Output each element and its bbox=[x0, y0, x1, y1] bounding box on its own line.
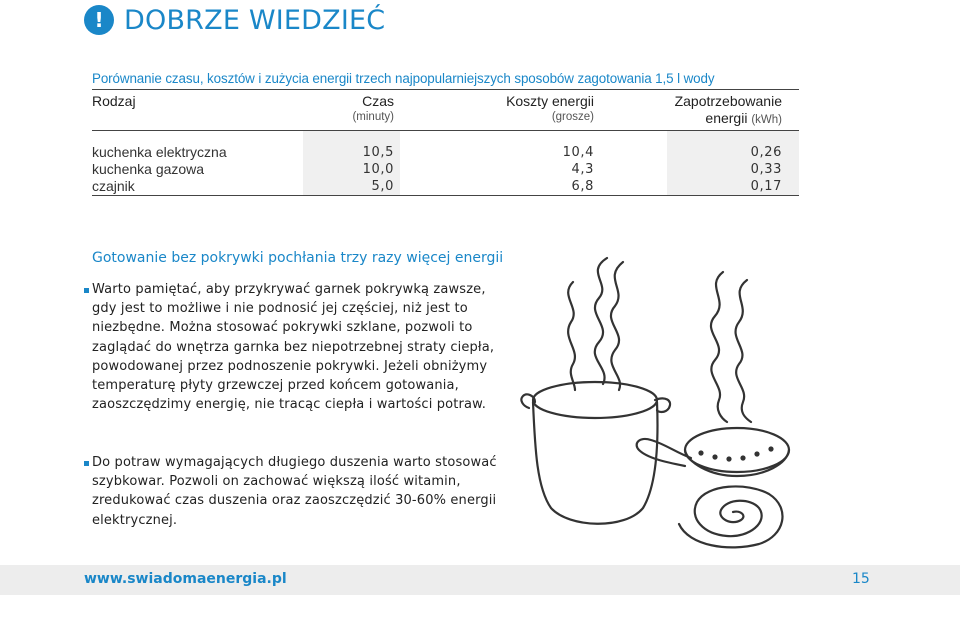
table-cell-energia: 0,26 bbox=[750, 145, 782, 160]
table-top-rule bbox=[92, 89, 799, 90]
exclamation-icon: ! bbox=[84, 5, 114, 35]
footer-link[interactable]: www.swiadomaenergia.pl bbox=[84, 571, 287, 587]
table-caption: Porównanie czasu, kosztów i zużycia energii trzech najpopularniejszych sposobów zagotowania 1,5 l wody bbox=[92, 71, 715, 86]
burner-spiral-icon bbox=[679, 486, 782, 547]
table-cell-czas: 10,0 bbox=[362, 162, 394, 177]
table-cell-rodzaj: kuchenka gazowa bbox=[92, 161, 205, 177]
paragraph: Do potraw wymagających długiego duszenia warto stosować szybkowar. Pozwoli on zachować większą ilość witamin, zredukować czas duszenia oraz zaoszczędzić 30-60% energii elektrycznej. bbox=[92, 455, 497, 528]
table-cell-czas: 10,5 bbox=[362, 145, 394, 160]
table-cell-koszty: 6,8 bbox=[571, 179, 594, 194]
bullet-icon bbox=[84, 288, 89, 293]
page-header bbox=[84, 2, 385, 38]
table-cell-koszty: 4,3 bbox=[571, 162, 594, 177]
col-header-koszty-unit: (grosze) bbox=[551, 111, 594, 123]
table-cell-koszty: 10,4 bbox=[562, 145, 594, 160]
col-header-koszty: Koszty energii bbox=[506, 93, 594, 109]
paragraph: Warto pamiętać, aby przykrywać garnek pokrywką zawsze, gdy jest to możliwe i nie podnosić jej częściej, niż jest to niezbędne. Można stosować pokrywki szklane, pozwoli to zaglądać do wnętrza garnka bez niepotrzebnej straty ciepła, powodowanej przez podnoszenie pokrywki. Jeżeli obniżymy temperaturę płyty grzewczej przed końcem gotowania, zaoszczędzimy energię, nie tracąc ciepła i wartości potraw. bbox=[92, 282, 495, 413]
table-bottom-rule bbox=[92, 195, 799, 196]
col-header-zapotrzebowanie-line2: energii (kWh) bbox=[705, 110, 782, 126]
table-cell-energia: 0,17 bbox=[750, 179, 782, 194]
steam-icon bbox=[595, 258, 607, 384]
steam-icon bbox=[711, 272, 727, 422]
table-cell-czas: 5,0 bbox=[371, 179, 394, 194]
steam-icon bbox=[611, 262, 623, 390]
bullet-icon bbox=[84, 461, 89, 466]
steam-icon bbox=[568, 282, 575, 390]
table-cell-rodzaj: czajnik bbox=[92, 178, 135, 194]
col-header-czas: Czas bbox=[362, 93, 394, 109]
col-header-czas-unit: (minuty) bbox=[352, 111, 394, 123]
pot-icon bbox=[521, 382, 670, 524]
page-title: DOBRZE WIEDZIEĆ bbox=[124, 4, 386, 36]
table-cell-rodzaj: kuchenka elektryczna bbox=[92, 144, 227, 160]
pan-icon bbox=[637, 428, 789, 476]
table-cell-energia: 0,33 bbox=[750, 162, 782, 177]
page-number: 15 bbox=[852, 571, 870, 587]
col-header-rodzaj: Rodzaj bbox=[92, 93, 136, 109]
col-header-zapotrzebowanie: Zapotrzebowanie bbox=[674, 93, 782, 109]
section-title: Gotowanie bez pokrywki pochłania trzy razy więcej energii bbox=[92, 250, 504, 266]
pot-and-pan-steam-illustration bbox=[515, 250, 805, 550]
steam-icon bbox=[736, 280, 751, 422]
